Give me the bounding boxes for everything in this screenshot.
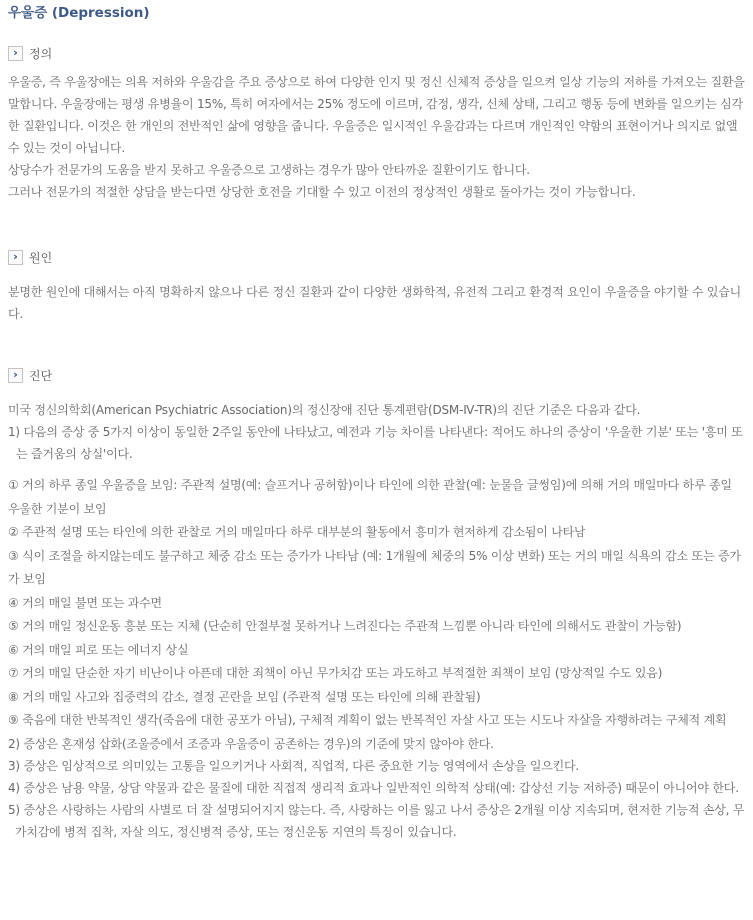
symptom-item: ② 주관적 설명 또는 타인에 의한 관찰로 거의 매일마다 하루 대부분의 활동에서 흥미가 현저하게 감소됨이 나타남 <box>8 525 586 539</box>
definition-paragraph: 우울증, 즉 우울장애는 의욕 저하와 우울감을 주요 증상으로 하여 다양한 인지 및 정신 신체적 증상을 일으켜 일상 기능의 저하를 가져오는 질환을 말합니다. 우울장애는 평생 유병율이 15%, 특히 여자에서는 25% 정도에 이르며, 감정, 생각, 신체 상태, 그리고 행동 등에 변화를 일으키는 심각한 질환입니다. 이것은 한 개인의 전반적인 삶에 영향을 줍니다. 우울증은 일시적인 우울감과는 다르며 개인적인 약함의 표현이거나 의지로 없앨 수 있는 것이 아닙니다. <box>8 75 745 155</box>
symptom-item: ③ 식이 조절을 하지않는데도 불구하고 체중 감소 또는 증가가 나타남 (예: 1개월에 체중의 5% 이상 변화) 또는 거의 매일 식욕의 감소 또는 증가가 보임 <box>8 548 741 586</box>
symptom-item: ⑦ 거의 매일 단순한 자기 비난이나 아픈데 대한 죄책이 아닌 무가치감 또는 과도하고 부적절한 죄책이 보임 (망상적일 수도 있음) <box>8 666 663 680</box>
section-definition <box>8 45 745 203</box>
definition-paragraph: 그러나 전문가의 적절한 상담을 받는다면 상당한 호전을 기대할 수 있고 이전의 정상적인 생활로 돌아가는 것이 가능합니다. <box>8 185 636 199</box>
section-definition-label: 정의 <box>29 46 53 61</box>
page-title: 우울증 (Depression) <box>8 5 150 21</box>
section-diagnosis-label: 진단 <box>29 368 53 383</box>
symptom-item: ① 거의 하루 종일 우울증을 보임: 주관적 설명(예: 슬프거나 공허함)이나 타인에 의한 관찰(예: 눈물을 글썽임)에 의해 거의 매일마다 하루 종일 우울한 기분이 보임 <box>8 478 732 516</box>
chevron-right-icon: › <box>8 46 23 61</box>
diagnosis-criterion-2: 2) 증상은 혼재성 삽화(조울증에서 조증과 우울증이 공존하는 경우)의 기준에 맞지 않아야 한다. <box>8 736 494 751</box>
diagnosis-criterion-1: 1) 다음의 증상 중 5가지 이상이 동일한 2주일 동안에 나타났고, 예전과 기능 차이를 나타낸다: 적어도 하나의 증상이 '우울한 기분' 또는 '흥미 또는 즐거움의 상실'이다. <box>8 425 743 461</box>
symptom-item: ⑥ 거의 매일 피로 또는 에너지 상실 <box>8 642 189 657</box>
section-cause-body <box>8 281 745 325</box>
cause-paragraph: 분명한 원인에 대해서는 아직 명확하지 않으나 다른 정신 질환과 같이 다양한 생화학적, 유전적 그리고 환경적 요인이 우울증을 야기할 수 있습니다. <box>8 285 742 321</box>
symptom-item: ⑧ 거의 매일 사고와 집중력의 감소, 결정 곤란을 보임 (주관적 설명 또는 타인에 의해 관찰됨) <box>8 689 481 704</box>
diagnosis-intro: 미국 정신의학회(American Psychiatric Association)의 정신장애 진단 통계편람(DSM-Ⅳ-TR)의 진단 기준은 다음과 같다. <box>8 403 641 417</box>
section-diagnosis <box>8 367 745 843</box>
chevron-right-icon: › <box>8 250 23 265</box>
section-diagnosis-body <box>8 399 745 843</box>
diagnosis-criterion-5: 5) 증상은 사랑하는 사람의 사별로 더 잘 설명되어지지 않는다. 즉, 사랑하는 이를 잃고 나서 증상은 2개월 이상 지속되며, 현저한 기능적 손상, 무가치감에 병적 집착, 자살 의도, 정신병적 증상, 또는 정신운동 지연의 특징이 있습니다. <box>8 802 745 839</box>
diagnosis-criterion-3: 3) 증상은 임상적으로 의미있는 고통을 일으키거나 사회적, 직업적, 다른 중요한 기능 영역에서 손상을 일으킨다. <box>8 758 579 773</box>
definition-paragraph: 상당수가 전문가의 도움을 받지 못하고 우울증으로 고생하는 경우가 많아 안타까운 질환이기도 합니다. <box>8 163 530 177</box>
symptom-item: ④ 거의 매일 불면 또는 과수면 <box>8 595 162 610</box>
symptom-list <box>8 474 745 733</box>
diagnosis-criterion-4: 4) 증상은 남용 약물, 상담 약물과 같은 물질에 대한 직접적 생리적 효과나 일반적인 의학적 상태(예: 갑상선 기능 저하증) 때문이 아니어야 한다. <box>8 780 739 795</box>
section-cause-label: 원인 <box>29 250 53 265</box>
symptom-item: ⑤ 거의 매일 정신운동 흥분 또는 지체 (단순히 안절부절 못하거나 느려진다는 주관적 느낌뿐 아니라 타인에 의해서도 관찰이 가능함) <box>8 619 682 633</box>
section-definition-header <box>8 45 745 61</box>
section-diagnosis-header <box>8 367 745 383</box>
section-definition-body <box>8 71 745 203</box>
symptom-item: ⑨ 죽음에 대한 반복적인 생각(죽음에 대한 공포가 아님), 구체적 계획이 없는 반복적인 자살 사고 또는 시도나 자살을 자행하려는 구체적 계획 <box>8 713 727 727</box>
section-cause <box>8 249 745 325</box>
chevron-right-icon: › <box>8 368 23 383</box>
section-cause-header <box>8 249 745 265</box>
